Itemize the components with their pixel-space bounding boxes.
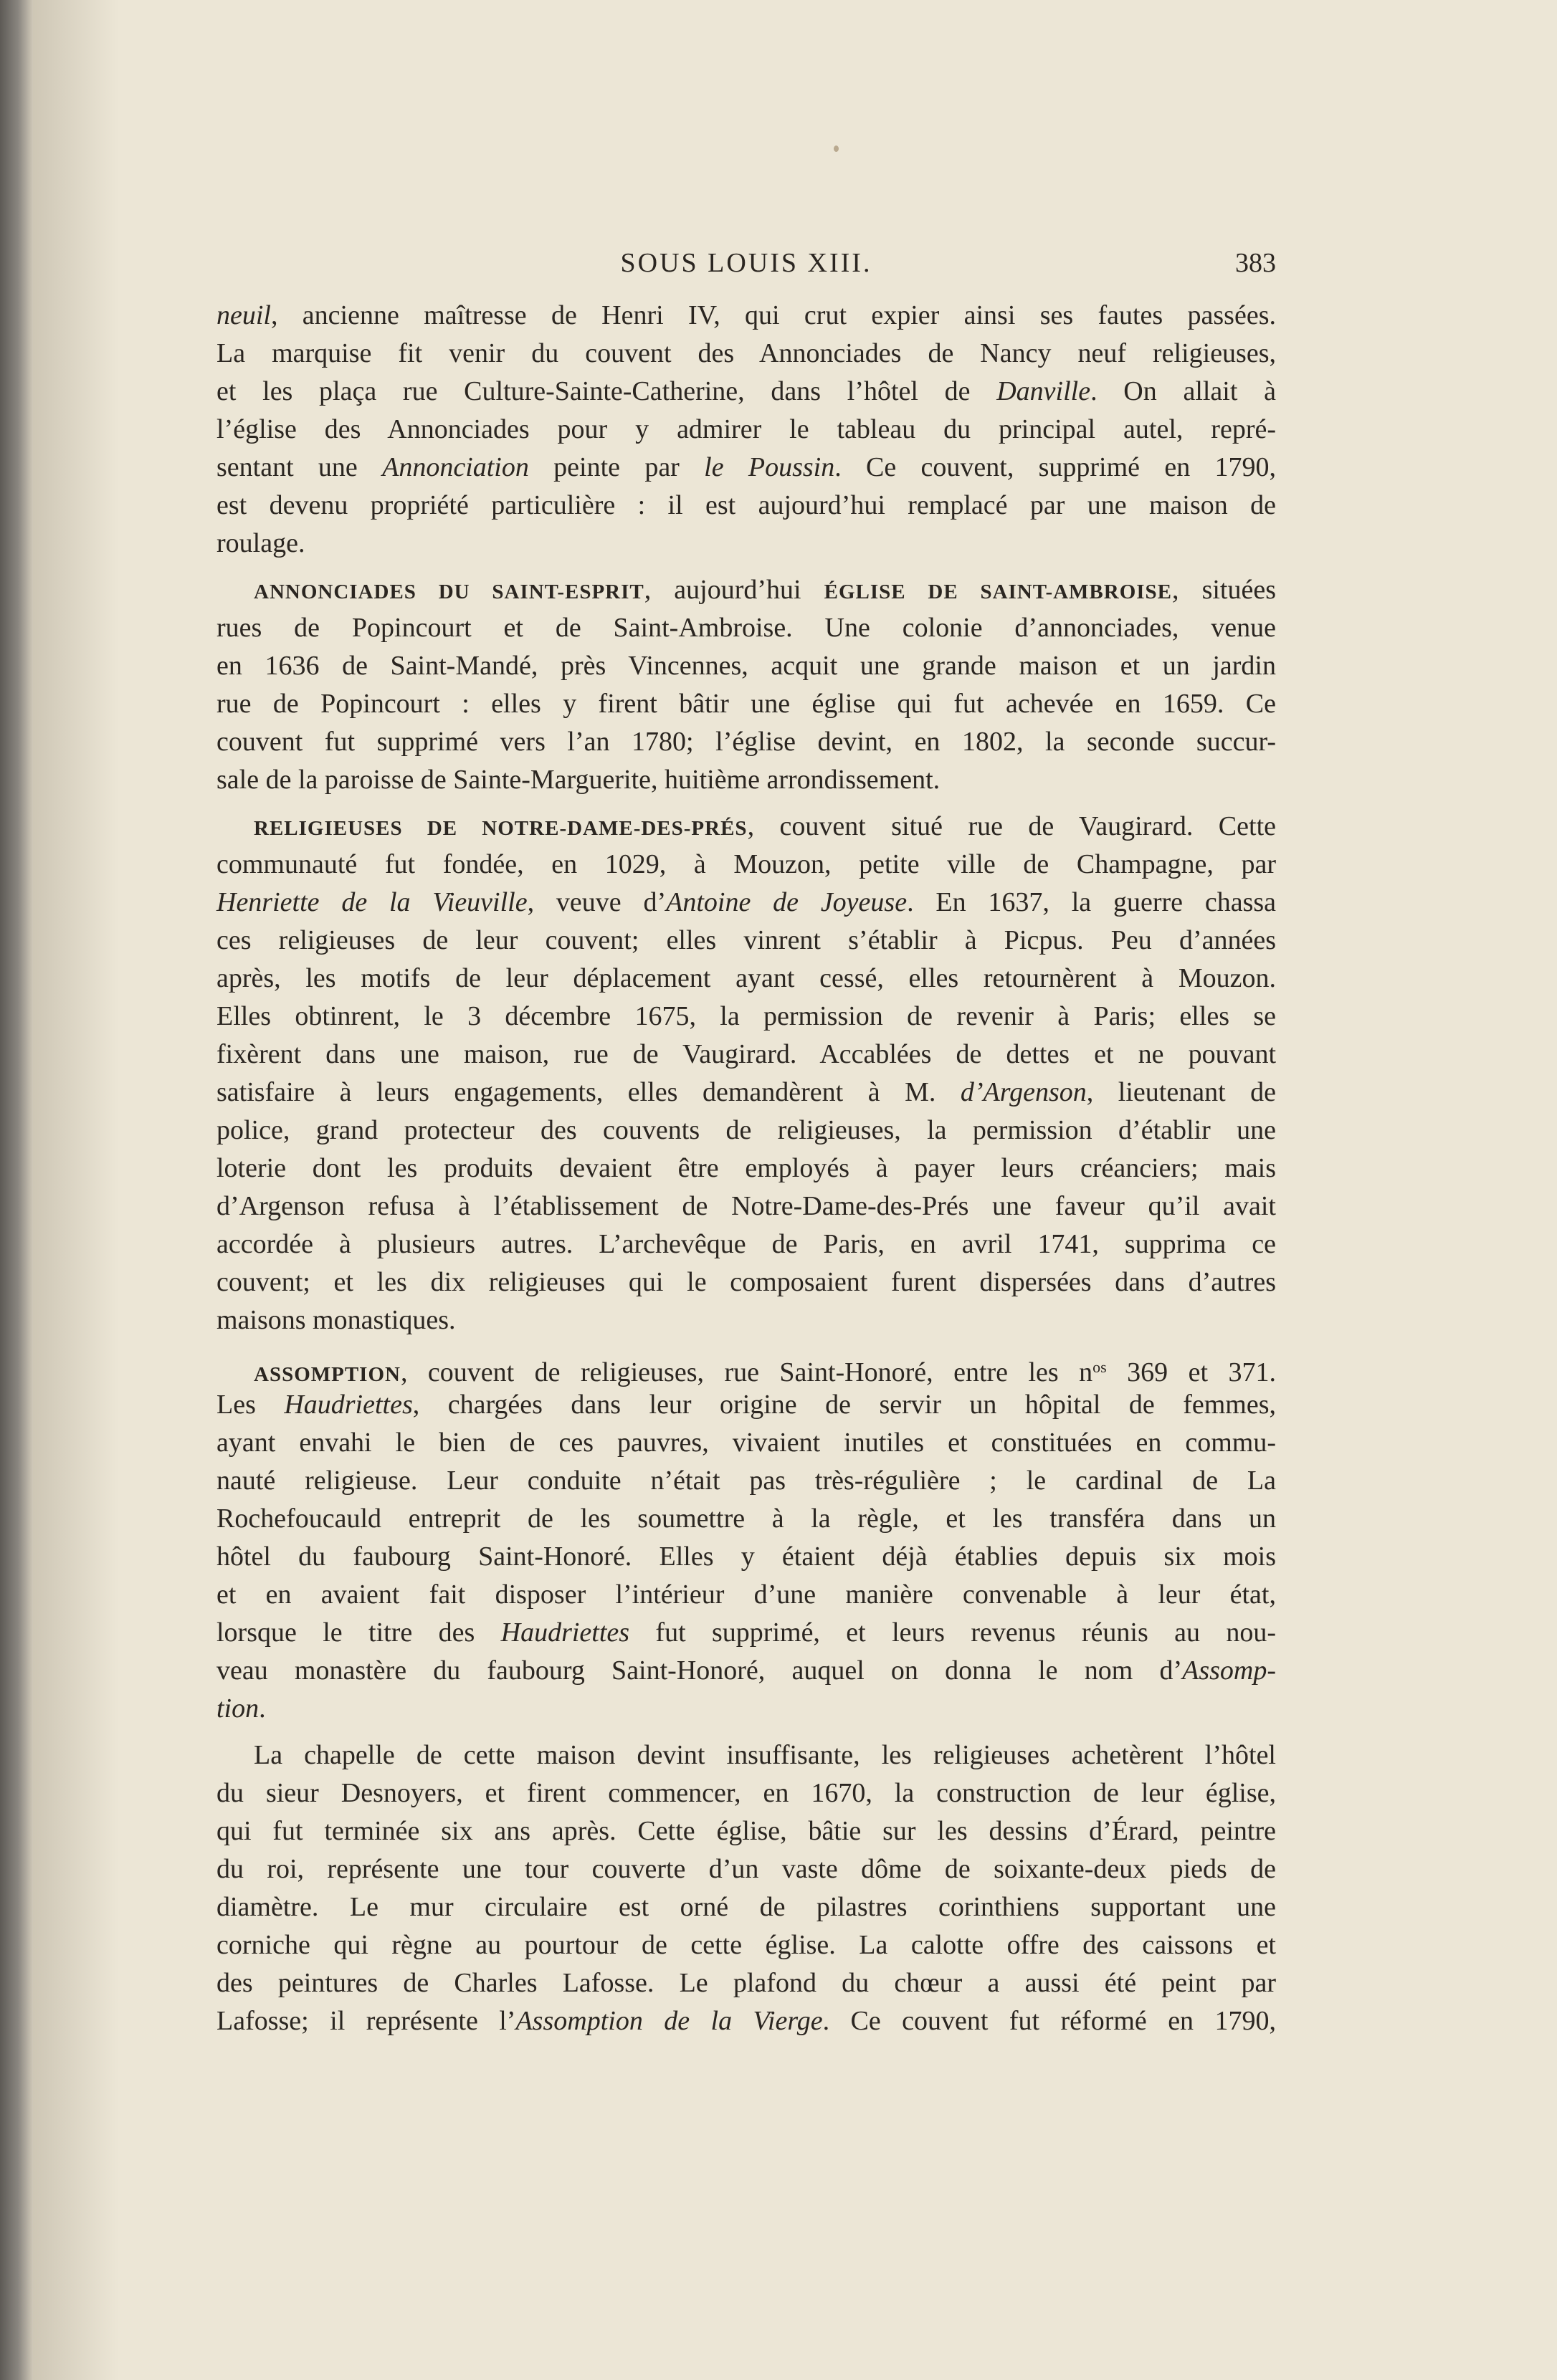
text-line — [216, 960, 1276, 998]
text-run: La marquise fit venir du couvent des Annonciades de Nancy neuf religieuses, — [216, 338, 1276, 368]
text-line — [216, 1538, 1276, 1576]
text-run: et en avaient fait disposer l’intérieur d’une manière convenable à leur état, — [216, 1580, 1276, 1610]
text-run: , chargées dans leur origine de servir un hôpital de femmes, — [412, 1390, 1276, 1420]
text-run: fut supprimé, et leurs revenus réunis au nou- — [629, 1617, 1276, 1648]
text-run: , situées — [1172, 575, 1276, 605]
text-run: accordée à plusieurs autres. L’archevêque de Paris, en avril 1741, supprima ce — [216, 1229, 1276, 1259]
text-line — [216, 1500, 1276, 1538]
paragraph — [216, 1736, 1276, 2040]
text-run: l’église des Annonciades pour y admirer le tableau du principal autel, repré- — [216, 414, 1276, 444]
italic-run: neuil — [216, 300, 271, 330]
text-run: Les — [216, 1390, 285, 1420]
text-run: couvent; et les dix religieuses qui le composaient furent dispersées dans d’autres — [216, 1267, 1276, 1297]
text-run: du roi, représente une tour couverte d’un vaste dôme de soixante-deux pieds de — [216, 1854, 1276, 1884]
italic-run: Annonciation — [382, 452, 529, 482]
text-line — [216, 723, 1276, 761]
text-line — [216, 335, 1276, 373]
text-run: ces religieuses de leur couvent; elles vinrent s’établir à Picpus. Peu d’années — [216, 925, 1276, 955]
text-line — [216, 1036, 1276, 1074]
text-run: qui fut terminée six ans après. Cette église, bâtie sur les dessins d’Érard, peintre — [216, 1816, 1276, 1846]
text-run: 369 et 371. — [1106, 1357, 1276, 1387]
text-run: en 1636 de Saint-Mandé, près Vincennes, acquit une grande maison et un jardin — [216, 651, 1276, 681]
text-line — [216, 1690, 1276, 1728]
text-run: , ancienne maîtresse de Henri IV, qui crut expier ainsi ses fautes passées. — [270, 300, 1276, 330]
text-run: après, les motifs de leur déplacement ayant cessé, elles retournèrent à Mouzon. — [216, 963, 1276, 993]
text-run: . Ce couvent fut réformé en 1790, — [822, 2006, 1276, 2036]
text-line — [216, 1187, 1276, 1225]
italic-run: Danville — [996, 376, 1091, 406]
text-line — [216, 1576, 1276, 1614]
text-run: d’Argenson refusa à l’établissement de Notre-Dame-des-Prés une faveur qu’il avait — [216, 1191, 1276, 1221]
small-caps-heading: RELIGIEUSES DE NOTRE-DAME-DES-PRÉS — [254, 817, 748, 840]
text-line — [216, 922, 1276, 960]
italic-run: Haudriettes — [284, 1390, 413, 1420]
text-run: ayant envahi le bien de ces pauvres, vivaient inutiles et constituées en commu- — [216, 1428, 1276, 1458]
text-line — [216, 1774, 1276, 1812]
text-line — [216, 1964, 1276, 2002]
text-run: Rochefoucauld entreprit de les soumettre à la règle, et les transféra dans un — [216, 1504, 1276, 1534]
italic-run: d’Argenson — [960, 1077, 1087, 1107]
text-line — [216, 1614, 1276, 1652]
text-line — [216, 884, 1276, 922]
text-run: Elles obtinrent, le 3 décembre 1675, la permission de revenir à Paris; elles se — [216, 1001, 1276, 1031]
text-line — [216, 449, 1276, 487]
text-run: des peintures de Charles Lafosse. Le plafond du chœur a aussi été peint par — [216, 1968, 1276, 1998]
text-run: nauté religieuse. Leur conduite n’était pas très-régulière ; le cardinal de La — [216, 1466, 1276, 1496]
italic-run: Henriette de la Vieuville — [216, 887, 528, 917]
text-run: , aujourd’hui — [644, 575, 824, 605]
text-line — [216, 571, 1276, 609]
text-line — [216, 808, 1276, 846]
text-line — [216, 487, 1276, 525]
text-run: , veuve d’ — [527, 887, 667, 917]
text-run: veau monastère du faubourg Saint-Honoré, auquel on donna le nom d’ — [216, 1655, 1183, 1686]
text-run: . En 1637, la guerre chassa — [907, 887, 1277, 917]
superscript: os — [1092, 1358, 1107, 1376]
paragraph — [216, 1348, 1276, 1728]
text-line — [216, 761, 1276, 799]
book-gutter-edge — [0, 0, 33, 2380]
text-run: roulage. — [216, 528, 305, 558]
text-line — [216, 297, 1276, 335]
paragraph — [216, 571, 1276, 799]
running-title: SOUS LOUIS XIII. — [620, 248, 872, 278]
text-run: police, grand protecteur des couvents de religieuses, la permission d’établir une — [216, 1115, 1276, 1145]
text-line — [216, 998, 1276, 1036]
text-line — [216, 525, 1276, 563]
text-line — [216, 1112, 1276, 1150]
italic-run: tion — [216, 1693, 260, 1724]
text-line — [216, 411, 1276, 449]
text-run: rue de Popincourt : elles y firent bâtir une église qui fut achevée en 1659. Ce — [216, 689, 1276, 719]
small-caps-heading: ANNONCIADES DU SAINT-ESPRIT — [254, 580, 644, 603]
text-run: hôtel du faubourg Saint-Honoré. Elles y étaient déjà établies depuis six mois — [216, 1542, 1276, 1572]
text-line — [216, 1225, 1276, 1263]
text-run: lorsque le titre des — [216, 1617, 501, 1648]
italic-run: Antoine de Joyeuse — [666, 887, 908, 917]
text-line — [216, 373, 1276, 411]
small-caps-heading: ÉGLISE DE SAINT-AMBROISE — [824, 580, 1173, 603]
text-run: couvent fut supprimé vers l’an 1780; l’église devint, en 1802, la seconde succur- — [216, 727, 1276, 757]
italic-run: Assomption de la Vierge — [515, 2006, 823, 2036]
text-run: . — [259, 1693, 266, 1724]
text-run: sentant une — [216, 452, 383, 482]
text-line — [216, 1074, 1276, 1112]
small-caps-heading: ASSOMPTION — [254, 1363, 401, 1386]
text-line — [216, 2002, 1276, 2040]
text-run: diamètre. Le mur circulaire est orné de pilastres corinthiens supportant une — [216, 1892, 1276, 1922]
text-run: sale de la paroisse de Sainte-Marguerite, huitième arrondissement. — [216, 765, 941, 795]
text-line — [216, 1263, 1276, 1301]
text-run: rues de Popincourt et de Saint-Ambroise. Une colonie d’annonciades, venue — [216, 613, 1276, 643]
paragraph — [216, 297, 1276, 563]
text-run: . On allait à — [1090, 376, 1276, 406]
text-line — [216, 1424, 1276, 1462]
text-run: est devenu propriété particulière : il est aujourd’hui remplacé par une maison de — [216, 490, 1276, 520]
text-run: , lieutenant de — [1086, 1077, 1276, 1107]
text-line — [216, 1736, 1276, 1774]
text-line — [216, 1812, 1276, 1850]
text-run: La chapelle de cette maison devint insuffisante, les religieuses achetèrent l’hôtel — [254, 1740, 1276, 1770]
text-line — [216, 1150, 1276, 1187]
text-run: communauté fut fondée, en 1029, à Mouzon, petite ville de Champagne, par — [216, 849, 1276, 879]
text-run: maisons monastiques. — [216, 1305, 456, 1335]
italic-run: Haudriettes — [500, 1617, 630, 1648]
italic-run: le Poussin — [704, 452, 835, 482]
text-line — [216, 1888, 1276, 1926]
text-line — [216, 685, 1276, 723]
text-run: loterie dont les produits devaient être employés à payer leurs créanciers; mais — [216, 1153, 1276, 1183]
text-line — [216, 1850, 1276, 1888]
paragraph — [216, 808, 1276, 1339]
text-run: , couvent de religieuses, rue Saint-Honoré, entre les n — [400, 1357, 1093, 1387]
text-line — [216, 647, 1276, 685]
text-line — [216, 1348, 1276, 1386]
text-run: , couvent situé rue de Vaugirard. Cette — [747, 811, 1276, 841]
text-line — [216, 1301, 1276, 1339]
text-run: Lafosse; il représente l’ — [216, 2006, 516, 2036]
text-run: et les plaça rue Culture-Sainte-Catherine, dans l’hôtel de — [216, 376, 997, 406]
text-line — [216, 1652, 1276, 1690]
text-run: peinte par — [528, 452, 705, 482]
text-run: fixèrent dans une maison, rue de Vaugirard. Accablées de dettes et ne pouvant — [216, 1039, 1276, 1069]
text-line — [216, 1926, 1276, 1964]
page-body-text — [216, 297, 1276, 2049]
text-run: satisfaire à leurs engagements, elles demandèrent à M. — [216, 1077, 961, 1107]
paper-speck — [834, 145, 839, 152]
text-line — [216, 1462, 1276, 1500]
text-line — [216, 1386, 1276, 1424]
text-line — [216, 609, 1276, 647]
italic-run: Assomp- — [1182, 1655, 1276, 1686]
running-header — [216, 247, 1276, 283]
text-run: . Ce couvent, supprimé en 1790, — [834, 452, 1276, 482]
text-run: corniche qui règne au pourtour de cette église. La calotte offre des caissons et — [216, 1930, 1276, 1960]
page-shadow — [33, 0, 119, 2380]
page-number: 383 — [1235, 248, 1276, 278]
text-run: du sieur Desnoyers, et firent commencer, en 1670, la construction de leur église, — [216, 1778, 1276, 1808]
text-line — [216, 846, 1276, 884]
